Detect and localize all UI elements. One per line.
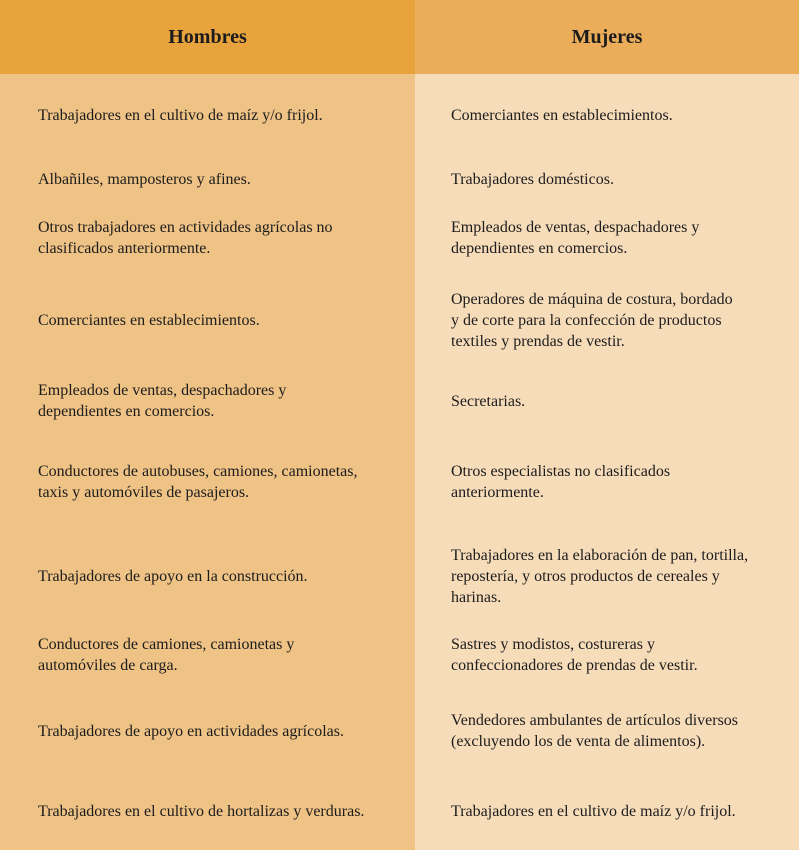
women-cell: Trabajadores en el cultivo de maíz y/o frijol. [451, 802, 736, 820]
women-cell: Vendedores ambulantes de artículos diversos (excluyendo los de venta de alimentos). [451, 712, 739, 750]
women-cell: Empleados de ventas, despachadores y dependientes en comercios. [451, 219, 700, 257]
men-cell: Trabajadores de apoyo en la construcción. [38, 567, 308, 585]
women-cell: Comerciantes en establecimientos. [451, 106, 673, 124]
men-header: Hombres [0, 0, 415, 74]
women-column [415, 0, 799, 850]
women-cell: Sastres y modistos, costureras y confeccionadores de prendas de vestir. [451, 636, 698, 674]
men-cell: Trabajadores en el cultivo de maíz y/o frijol. [38, 106, 323, 124]
women-header: Mujeres [415, 0, 799, 74]
men-cell: Trabajadores en el cultivo de hortalizas y verduras. [38, 802, 365, 820]
women-cell: Otros especialistas no clasificados anteriormente. [451, 463, 671, 501]
women-cell: Trabajadores domésticos. [451, 170, 614, 188]
men-cell: Otros trabajadores en actividades agrícolas no clasificados anteriormente. [38, 219, 333, 257]
men-cell: Conductores de autobuses, camiones, camionetas, taxis y automóviles de pasajeros. [38, 463, 358, 501]
women-cell: Operadores de máquina de costura, bordado y de corte para la confección de productos textiles y prendas de vestir. [451, 290, 733, 350]
men-cell: Conductores de camiones, camionetas y automóviles de carga. [38, 636, 295, 674]
women-cell: Trabajadores en la elaboración de pan, tortilla, repostería, y otros productos de cereales y harinas. [451, 546, 749, 606]
men-cell: Trabajadores de apoyo en actividades agrícolas. [38, 722, 344, 740]
men-cell: Comerciantes en establecimientos. [38, 311, 260, 329]
men-cell: Albañiles, mamposteros y afines. [38, 170, 251, 188]
men-cell: Empleados de ventas, despachadores y dependientes en comercios. [38, 382, 287, 420]
women-cell: Secretarias. [451, 392, 526, 410]
